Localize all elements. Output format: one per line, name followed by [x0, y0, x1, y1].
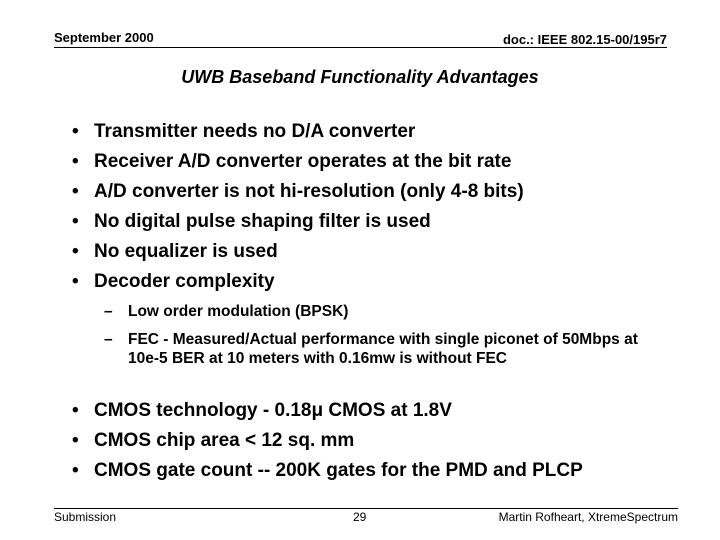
page-number: 29 — [353, 510, 367, 524]
bullet-icon: • — [72, 430, 79, 451]
bullet-icon: • — [72, 151, 79, 172]
header-doc-id: doc.: IEEE 802.15-00/195r7 — [502, 32, 667, 47]
bullet-icon: • — [72, 241, 79, 262]
slide-title: UWB Baseband Functionality Advantages — [181, 67, 539, 87]
bullet-text: A/D converter is not hi-resolution (only 4-8 bits) — [94, 181, 524, 202]
sub-bullet-text: FEC - Measured/Actual performance with single piconet of 50Mbps at 10e-5 BER at 10 meters with 0.16mw is without FEC — [128, 331, 638, 367]
bullet-icon: • — [72, 460, 79, 481]
header-date: September 2000 — [54, 30, 154, 45]
bullet-text: CMOS technology - 0.18μ CMOS at 1.8V — [94, 400, 452, 421]
footer-author: Martin Rofheart, XtremeSpectrum — [498, 510, 678, 524]
bullet-icon: • — [72, 400, 79, 421]
sub-bullet-text: Low order modulation (BPSK) — [128, 303, 349, 320]
sub-list-item — [104, 302, 644, 321]
bullet-icon: • — [72, 271, 79, 292]
bullet-text: CMOS gate count -- 200K gates for the PMD and PLCP — [94, 460, 583, 481]
footer-submission: Submission — [54, 510, 117, 524]
header-rule — [54, 47, 667, 48]
bullet-icon: • — [72, 211, 79, 232]
bullet-icon: • — [72, 181, 79, 202]
bullet-text: CMOS chip area < 12 sq. mm — [94, 430, 355, 451]
bullet-text: Transmitter needs no D/A converter — [94, 121, 416, 142]
bullet-text: No equalizer is used — [94, 241, 278, 262]
bullet-text: Decoder complexity — [94, 271, 275, 292]
dash-icon: – — [104, 331, 113, 348]
bullet-icon: • — [72, 121, 79, 142]
dash-icon: – — [104, 303, 113, 320]
bullet-text: No digital pulse shaping filter is used — [94, 211, 431, 232]
bullet-text: Receiver A/D converter operates at the bit rate — [94, 151, 512, 172]
footer-rule — [54, 508, 678, 509]
sub-list-item — [104, 330, 644, 368]
